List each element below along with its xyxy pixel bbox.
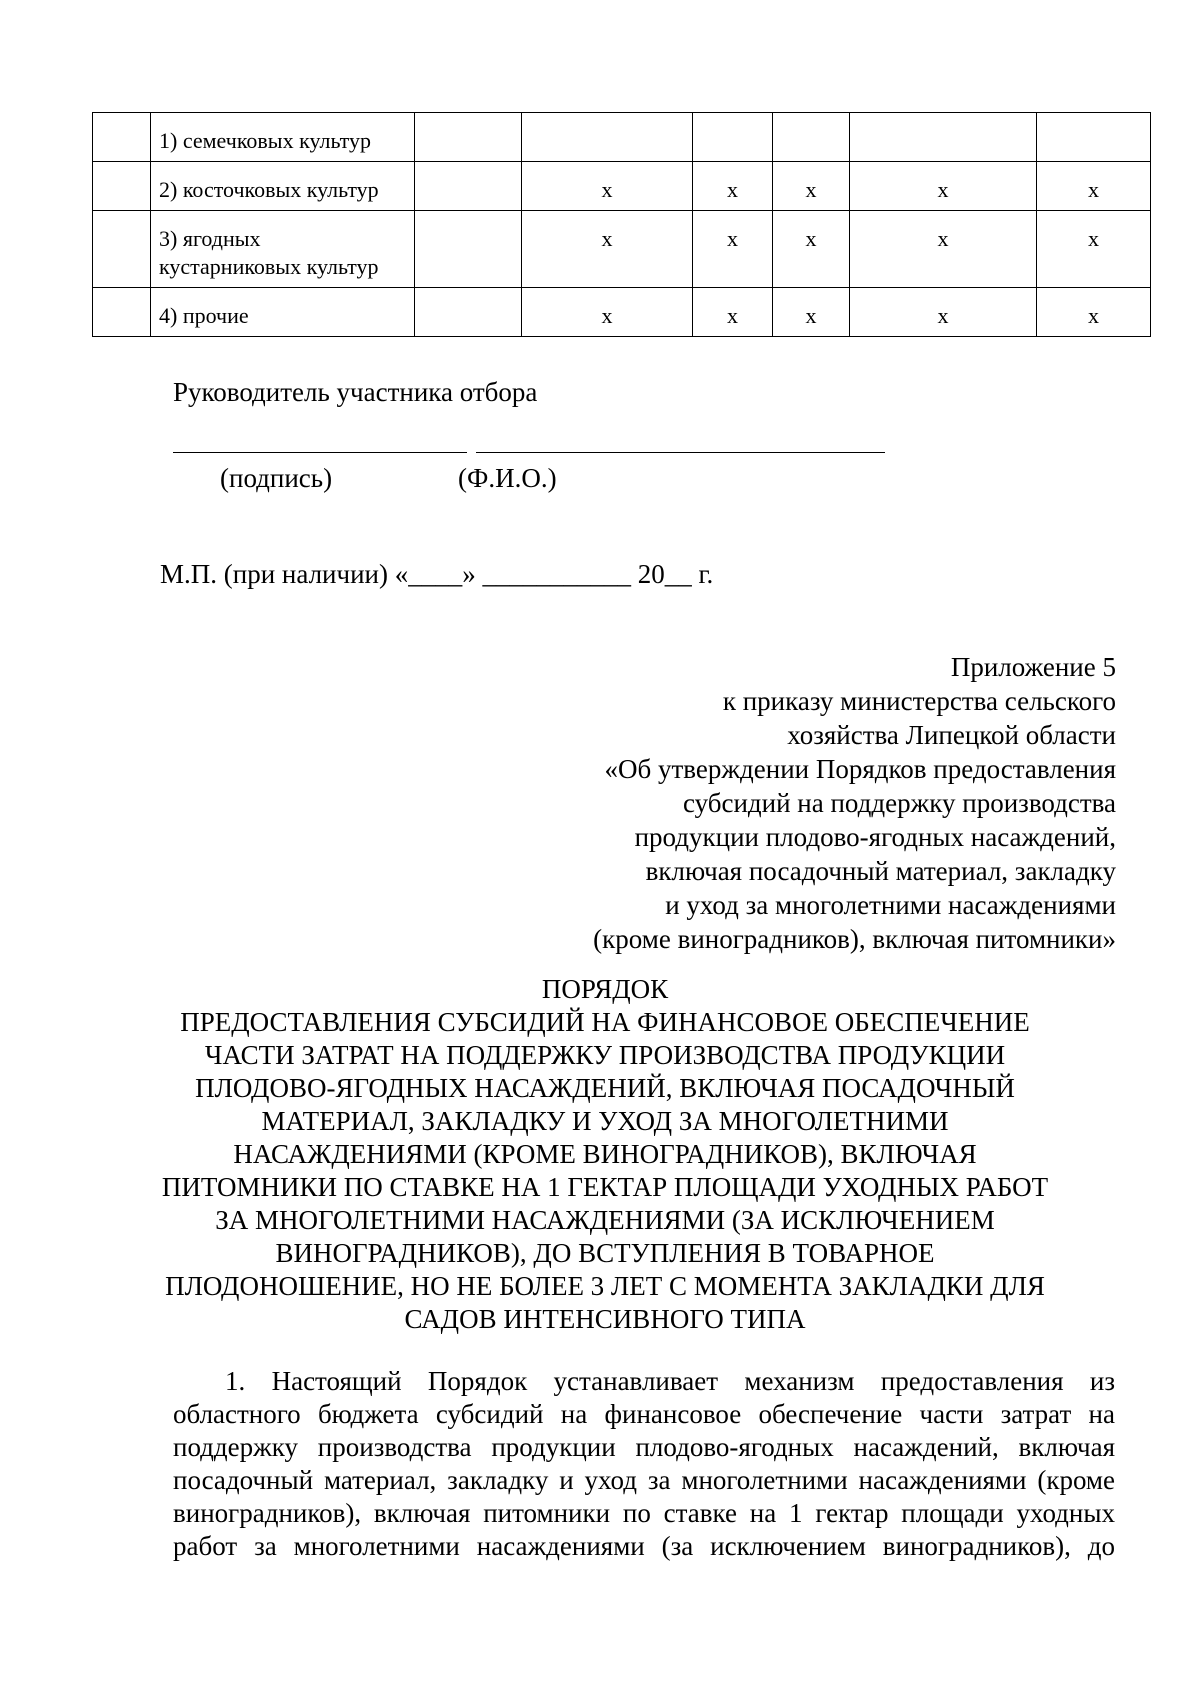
- table-cell: х: [1037, 211, 1151, 288]
- head-label: Руководитель участника отбора: [173, 377, 538, 407]
- table-cell: х: [850, 162, 1037, 211]
- table-cell: х: [1037, 288, 1151, 337]
- table-cell: х: [850, 288, 1037, 337]
- paragraph-line: областного бюджета субсидий на финансовое обеспечение части затрат на: [173, 1399, 1115, 1429]
- signature-line: [173, 452, 467, 453]
- title-line: ЗА МНОГОЛЕТНИМИ НАСАЖДЕНИЯМИ (ЗА ИСКЛЮЧЕНИЕМ: [215, 1205, 995, 1235]
- annex-line: и уход за многолетними насаждениями: [665, 890, 1116, 920]
- table-row: [93, 113, 1151, 162]
- table-cell: [415, 288, 522, 337]
- table-row: [93, 211, 1151, 288]
- name-caption: (Ф.И.О.): [458, 463, 557, 493]
- crop-table: [92, 112, 1151, 337]
- title-line: ВИНОГРАДНИКОВ), ДО ВСТУПЛЕНИЯ В ТОВАРНОЕ: [275, 1238, 935, 1268]
- title-line: ЧАСТИ ЗАТРАТ НА ПОДДЕРЖКУ ПРОИЗВОДСТВА ПРОДУКЦИИ: [204, 1040, 1006, 1070]
- name-line: [476, 452, 885, 453]
- title-line: ПЛОДОВО-ЯГОДНЫХ НАСАЖДЕНИЙ, ВКЛЮЧАЯ ПОСАДОЧНЫЙ: [195, 1073, 1015, 1103]
- paragraph-line: виноградников), включая питомники по ставке на 1 гектар площади уходных: [173, 1498, 1115, 1528]
- annex-line: хозяйства Липецкой области: [787, 720, 1116, 750]
- table-row: [93, 162, 1151, 211]
- document-title: [150, 973, 1060, 1336]
- table-row: [93, 288, 1151, 337]
- table-cell: х: [773, 211, 850, 288]
- annex-line: Приложение 5: [950, 652, 1116, 682]
- table-cell: [93, 211, 151, 288]
- signature-caption: (подпись): [220, 463, 333, 493]
- table-cell: [522, 113, 693, 162]
- title-line: САДОВ ИНТЕНСИВНОГО ТИПА: [404, 1304, 806, 1334]
- table-cell: х: [693, 162, 773, 211]
- table-cell: х: [773, 288, 850, 337]
- title-line: ПОРЯДОК: [541, 974, 669, 1004]
- annex-line: (кроме виноградников), включая питомники»: [593, 924, 1116, 954]
- paragraph-line: посадочный материал, закладку и уход за многолетними насаждениями (кроме: [173, 1465, 1115, 1495]
- paragraph-line: 1. Настоящий Порядок устанавливает механизм предоставления из: [225, 1366, 1115, 1396]
- table-cell: х: [693, 288, 773, 337]
- annex-line: к приказу министерства сельского: [722, 686, 1116, 716]
- title-line: ПЛОДОНОШЕНИЕ, НО НЕ БОЛЕЕ 3 ЛЕТ С МОМЕНТА ЗАКЛАДКИ ДЛЯ: [165, 1271, 1045, 1301]
- table-cell: [1037, 113, 1151, 162]
- stamp-date-line: М.П. (при наличии) «____» ___________ 20__ г.: [160, 559, 714, 589]
- table-cell: х: [693, 211, 773, 288]
- title-line: НАСАЖДЕНИЯМИ (КРОМЕ ВИНОГРАДНИКОВ), ВКЛЮЧАЯ: [233, 1139, 977, 1169]
- annex-line: включая посадочный материал, закладку: [645, 856, 1116, 886]
- annex-line: «Об утверждении Порядков предоставления: [604, 754, 1116, 784]
- row-label: 3) ягодных кустарниковых культур: [151, 211, 415, 288]
- table-cell: [415, 211, 522, 288]
- table-cell: [850, 113, 1037, 162]
- body-paragraph: [173, 1365, 1115, 1563]
- table-cell: [693, 113, 773, 162]
- table-cell: [773, 113, 850, 162]
- title-line: ПИТОМНИКИ ПО СТАВКЕ НА 1 ГЕКТАР ПЛОЩАДИ УХОДНЫХ РАБОТ: [161, 1172, 1049, 1202]
- title-line: ПРЕДОСТАВЛЕНИЯ СУБСИДИЙ НА ФИНАНСОВОЕ ОБЕСПЕЧЕНИЕ: [180, 1007, 1030, 1037]
- table-cell: х: [850, 211, 1037, 288]
- paragraph-line: работ за многолетними насаждениями (за исключением виноградников), до: [173, 1531, 1115, 1561]
- table-cell: [93, 288, 151, 337]
- table-cell: [93, 113, 151, 162]
- row-label: 4) прочие: [151, 288, 415, 337]
- title-line: МАТЕРИАЛ, ЗАКЛАДКУ И УХОД ЗА МНОГОЛЕТНИМИ: [261, 1106, 949, 1136]
- annex-line: продукции плодово-ягодных насаждений,: [634, 822, 1116, 852]
- table-cell: х: [522, 162, 693, 211]
- table-cell: [415, 162, 522, 211]
- table-cell: [93, 162, 151, 211]
- table-cell: х: [522, 211, 693, 288]
- annex-line: субсидий на поддержку производства: [682, 788, 1116, 818]
- paragraph-line: поддержку производства продукции плодово-ягодных насаждений, включая: [173, 1432, 1115, 1462]
- table-cell: х: [1037, 162, 1151, 211]
- row-label: 2) косточковых культур: [151, 162, 415, 211]
- table-cell: х: [522, 288, 693, 337]
- table-cell: [415, 113, 522, 162]
- annex-header: [416, 650, 1116, 956]
- table-cell: х: [773, 162, 850, 211]
- row-label: 1) семечковых культур: [151, 113, 415, 162]
